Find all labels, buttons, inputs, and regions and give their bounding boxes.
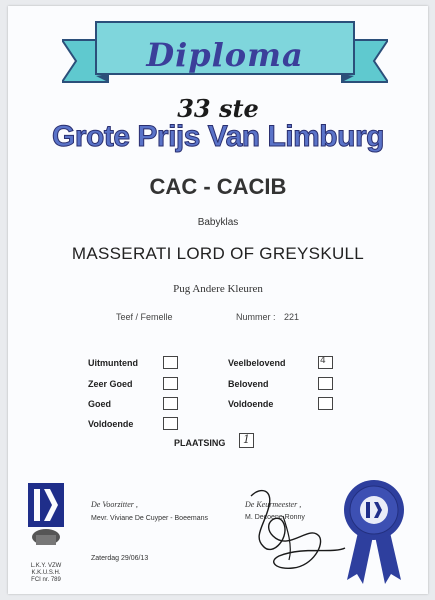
president-title: De Voorzitter , bbox=[91, 500, 138, 509]
qual-label-voldoende-right: Voldoende bbox=[228, 399, 274, 409]
qual-label-veelbelovend: Veelbelovend bbox=[228, 358, 286, 368]
qual-label-voldoende-left: Voldoende bbox=[88, 419, 134, 429]
judge-name: M. Decoene Ronny bbox=[245, 514, 305, 521]
placement-box[interactable] bbox=[239, 433, 254, 448]
rosette-icon bbox=[333, 476, 415, 588]
logo-line-1: L.K.Y. VZW bbox=[30, 563, 62, 569]
logo-line-2: K.K.U.S.H. bbox=[31, 570, 61, 576]
qual-box-voldoende-right[interactable] bbox=[318, 397, 333, 410]
event-title: Grote Prijs Van Limburg bbox=[52, 120, 384, 153]
qual-box-goed[interactable] bbox=[163, 397, 178, 410]
qual-label-zeer-goed: Zeer Goed bbox=[88, 379, 133, 389]
sex-label: Teef / Femelle bbox=[116, 312, 173, 322]
qual-label-belovend: Belovend bbox=[228, 379, 269, 389]
qual-label-uitmuntend: Uitmuntend bbox=[88, 358, 138, 368]
placement-value: 1 bbox=[243, 433, 250, 446]
qual-box-belovend[interactable] bbox=[318, 377, 333, 390]
qual-box-zeer-goed[interactable] bbox=[163, 377, 178, 390]
banner-title: Diploma bbox=[146, 36, 304, 74]
qual-box-uitmuntend[interactable] bbox=[163, 356, 178, 369]
qual-box-voldoende-left[interactable] bbox=[163, 417, 178, 430]
qual-label-goed: Goed bbox=[88, 399, 112, 409]
dog-name: MASSERATI LORD OF GREYSKULL bbox=[71, 244, 365, 263]
class-name: Babyklas bbox=[197, 217, 239, 228]
logo-line-3: FCI nr. 789 bbox=[31, 577, 61, 583]
club-logo bbox=[26, 481, 66, 567]
breed-name: Pug Andere Kleuren bbox=[173, 283, 263, 295]
edition-number: 33 ste bbox=[177, 94, 259, 123]
diploma-sheet bbox=[8, 6, 428, 594]
number-label: Nummer : bbox=[236, 312, 276, 322]
award-titles: CAC - CACIB bbox=[149, 174, 287, 199]
show-date: Zaterdag 29/06/13 bbox=[91, 555, 149, 562]
judge-title: De Keurmeester , bbox=[245, 500, 302, 509]
president-name: Mevr. Viviane De Cuyper - Boeemans bbox=[91, 515, 208, 522]
check-mark: 4 bbox=[320, 356, 326, 366]
qual-box-veelbelovend[interactable] bbox=[318, 356, 333, 369]
number-value: 221 bbox=[284, 312, 300, 322]
placement-label: PLAATSING bbox=[174, 438, 226, 448]
